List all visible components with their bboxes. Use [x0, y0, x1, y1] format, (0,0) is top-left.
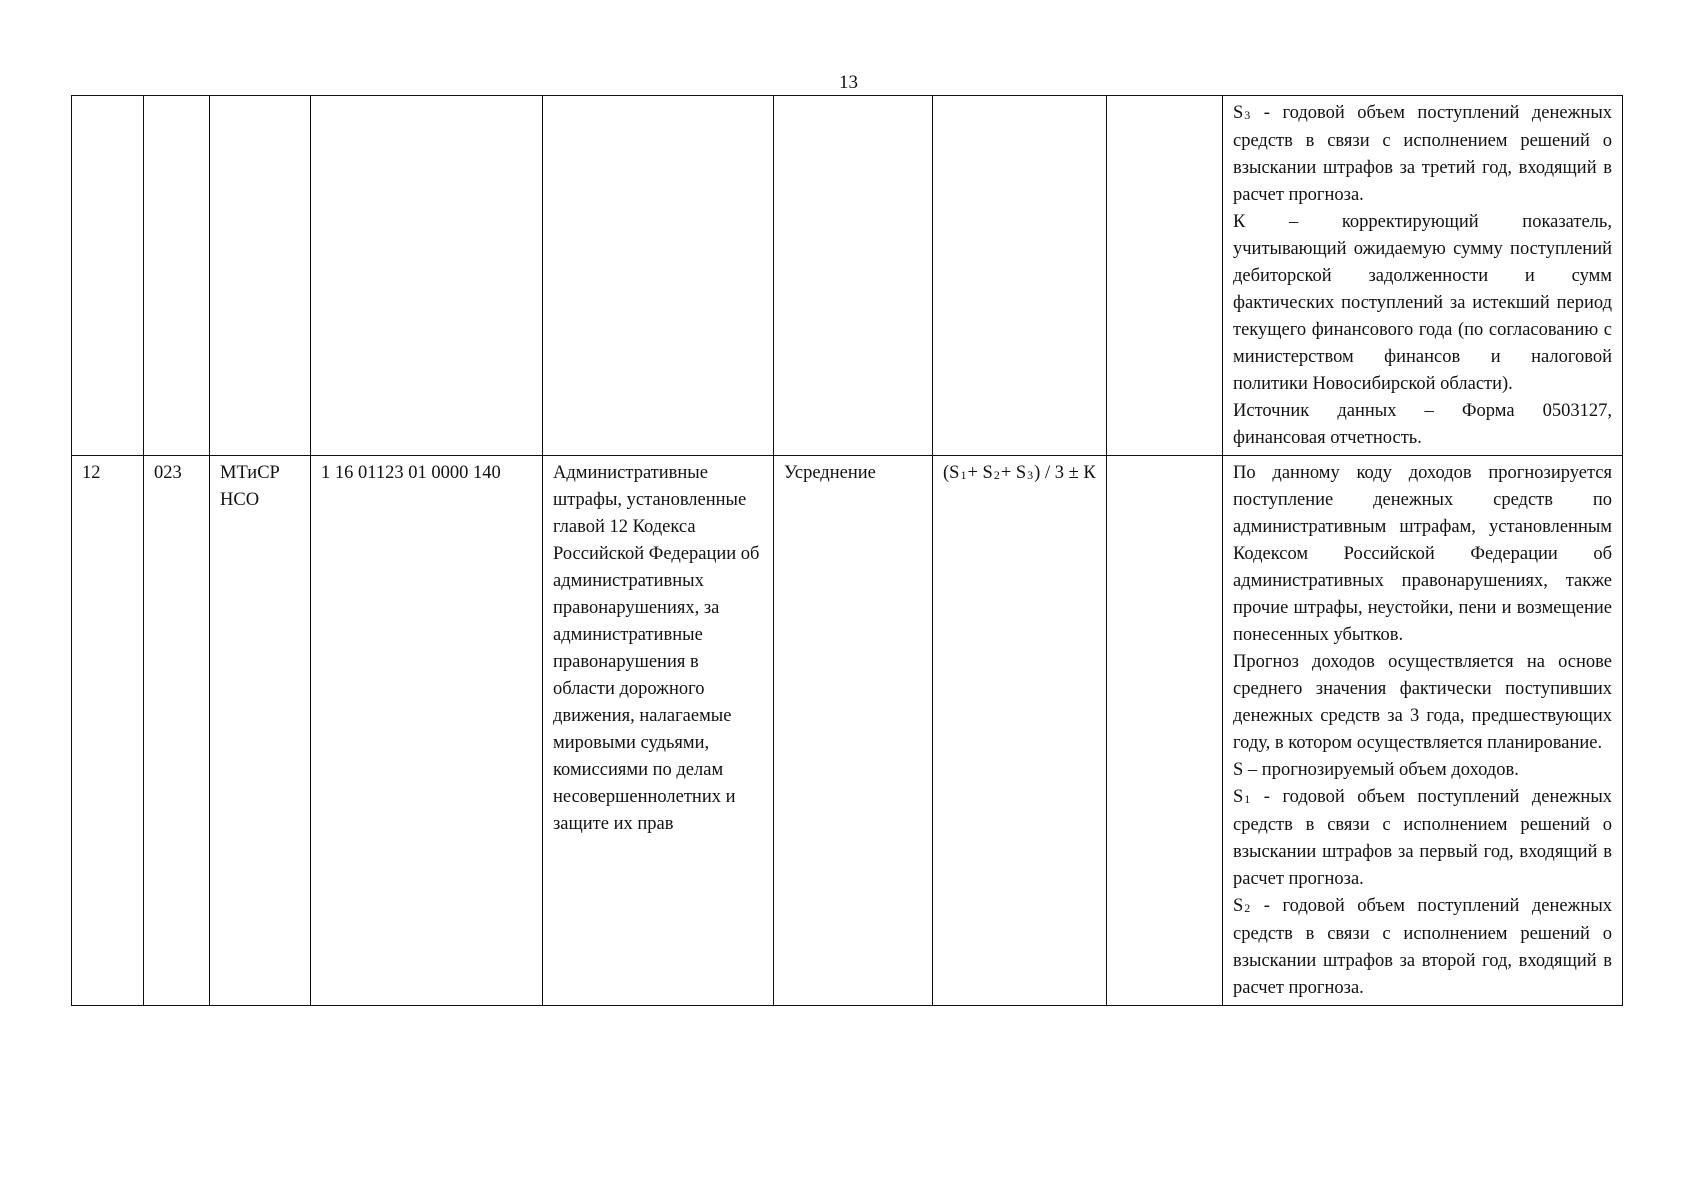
row-number-cell: 12 — [72, 456, 144, 1006]
income-name-cell — [543, 96, 774, 456]
formula-subscript: 3 — [1027, 468, 1034, 482]
description-paragraph — [1233, 784, 1617, 893]
paragraph-text: - годовой объем поступлений денежных средств в связи с исполнением решений о взыскании штрафов за второй год, входящий в расчет прогноза. — [1233, 896, 1617, 998]
table-row — [72, 96, 1623, 456]
empty-cell — [1107, 96, 1223, 456]
formula-cell — [933, 96, 1107, 456]
paragraph-text: S – прогнозируемый объем доходов. — [1233, 760, 1519, 780]
income-name-cell: Административные штрафы, установленные главой 12 Кодекса Российской Федерации об административных правонарушениях, за административные правонарушения в области дорожного движения, налагаемые мировыми судьями, комиссиями по делам несовершеннолетних и защите их прав — [543, 456, 774, 1006]
variable-subscript: 2 — [1244, 901, 1251, 915]
empty-cell — [1107, 456, 1223, 1006]
formula-cell — [933, 456, 1107, 1006]
description-cell — [1223, 456, 1623, 1006]
method-cell: Усреднение — [774, 456, 933, 1006]
admin-code-cell: 023 — [144, 456, 210, 1006]
formula-part: + S — [1000, 463, 1027, 483]
description-paragraph — [1233, 757, 1612, 784]
paragraph-text: По данному коду доходов прогнозируется поступление денежных средств по административным штрафам, установленным Кодексом Российской Федерации об административных правонарушениях, также прочие штрафы, неустойки, пени и возмещение понесенных убытков. — [1233, 463, 1617, 645]
paragraph-text: Источник данных – Форма 0503127, финансовая отчетность. — [1233, 401, 1617, 448]
paragraph-text: - годовой объем поступлений денежных средств в связи с исполнением решений о взыскании штрафов за третий год, входящий в расчет прогноза. — [1233, 103, 1617, 205]
description-text — [1233, 460, 1617, 1002]
income-forecast-table — [71, 95, 1623, 1006]
variable-subscript: 3 — [1244, 108, 1251, 122]
administrator-cell — [210, 456, 311, 1006]
table-row — [72, 456, 1623, 1006]
description-paragraph — [1233, 398, 1617, 452]
page-number: 13 — [839, 72, 858, 93]
variable-symbol: S — [1233, 787, 1244, 807]
description-text — [1233, 100, 1617, 452]
formula-subscript: 1 — [960, 468, 967, 482]
variable-symbol: S — [1233, 103, 1244, 123]
administrator-line: МТиСР — [220, 463, 280, 483]
description-paragraph — [1233, 460, 1617, 649]
kbk-cell: 1 16 01123 01 0000 140 — [311, 456, 543, 1006]
paragraph-text: К – корректирующий показатель, учитывающий ожидаемую сумму поступлений дебиторской задолженности и сумм фактических поступлений за истекший период текущего финансового года (по согласованию с министерством финансов и налоговой политики Новосибирской области). — [1233, 212, 1617, 394]
method-cell — [774, 96, 933, 456]
formula-part: ) / 3 ± К — [1034, 463, 1096, 483]
paragraph-text: - годовой объем поступлений денежных средств в связи с исполнением решений о взыскании штрафов за первый год, входящий в расчет прогноза. — [1233, 787, 1617, 889]
administrator-cell — [210, 96, 311, 456]
kbk-cell — [311, 96, 543, 456]
description-paragraph — [1233, 209, 1617, 398]
row-number-cell — [72, 96, 144, 456]
paragraph-text: Прогноз доходов осуществляется на основе среднего значения фактически поступивших денежных средств за 3 года, предшествующих году, в котором осуществляется планирование. — [1233, 652, 1617, 753]
formula-part: + S — [967, 463, 993, 483]
description-paragraph — [1233, 893, 1617, 1002]
formula-subscript: 2 — [993, 468, 1000, 482]
formula-part: (S — [943, 463, 960, 483]
description-cell — [1223, 96, 1623, 456]
variable-symbol: S — [1233, 896, 1244, 916]
administrator-line: НСО — [220, 490, 260, 510]
admin-code-cell — [144, 96, 210, 456]
description-paragraph — [1233, 649, 1617, 757]
description-paragraph — [1233, 100, 1617, 209]
variable-subscript: 1 — [1244, 792, 1251, 806]
